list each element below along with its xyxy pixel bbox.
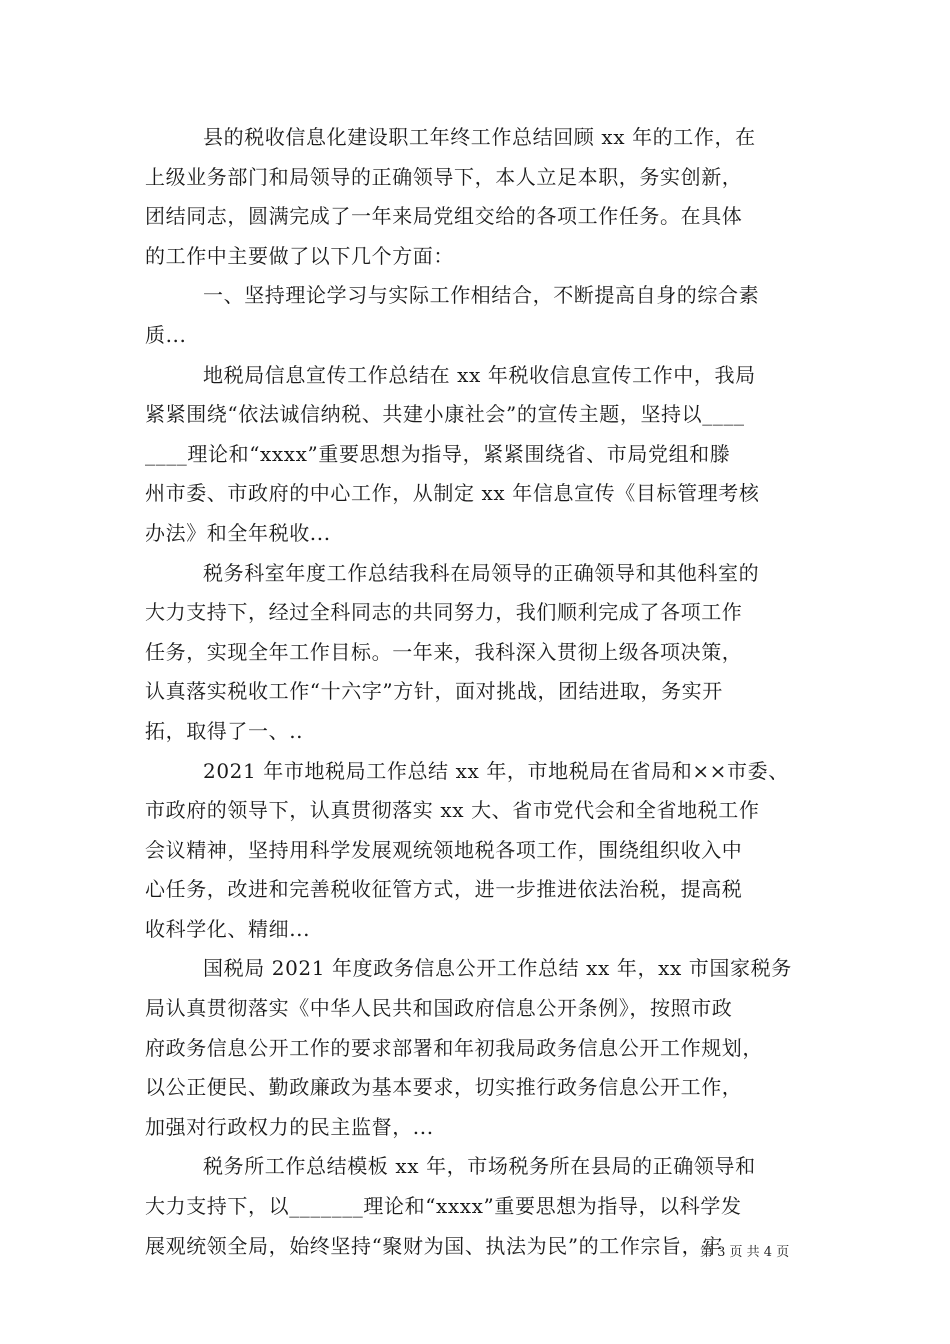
text-line: 大力支持下，经过全科同志的共同努力，我们顺利完成了各项工作 <box>145 600 743 625</box>
text-line: 紧紧围绕“依法诚信纳税、共建小康社会”的宣传主题，坚持以____ <box>145 402 745 427</box>
text-line: 上级业务部门和局领导的正确领导下，本人立足本职，务实创新， <box>145 164 743 189</box>
text-line: 办法》和全年税收... <box>145 520 331 545</box>
text-line: 地税局信息宣传工作总结在 xx 年税收信息宣传工作中，我局 <box>203 362 756 387</box>
text-line: 任务，实现全年工作目标。一年来，我科深入贯彻上级各项决策， <box>145 639 743 664</box>
text-line: 展观统领全局，始终坚持“聚财为国、执法为民”的工作宗旨，牢 <box>145 1233 723 1258</box>
text-line: 心任务，改进和完善税收征管方式，进一步推进依法治税，提高税 <box>145 877 743 902</box>
text-line: 加强对行政权力的民主监督，... <box>145 1114 434 1139</box>
text-line: 局认真贯彻落实《中华人民共和国政府信息公开条例》，按照市政 <box>145 996 733 1021</box>
text-line: 认真落实税收工作“十六字”方针，面对挑战，团结进取，务实开 <box>145 679 723 704</box>
text-line: ____理论和“xxxx”重要思想为指导，紧紧围绕省、市局党组和滕 <box>145 441 731 466</box>
text-line: 团结同志，圆满完成了一年来局党组交给的各项工作任务。在具体 <box>145 204 743 229</box>
text-line: 2021 年市地税局工作总结 xx 年，市地税局在省局和××市委、 <box>203 758 789 783</box>
text-line: 州市委、市政府的中心工作，从制定 xx 年信息宣传《目标管理考核 <box>145 481 760 506</box>
text-line: 税务科室年度工作总结我科在局领导的正确领导和其他科室的 <box>203 560 760 585</box>
text-line: 大力支持下，以_______理论和“xxxx”重要思想为指导，以科学发 <box>145 1194 742 1219</box>
text-line: 市政府的领导下，认真贯彻落实 xx 大、省市党代会和全省地税工作 <box>145 798 760 823</box>
text-line: 府政务信息公开工作的要求部署和年初我局政务信息公开工作规划， <box>145 1035 763 1060</box>
text-line: 一、坚持理论学习与实际工作相结合，不断提高自身的综合素 <box>203 283 760 308</box>
text-line: 拓，取得了一、.. <box>145 718 304 743</box>
page-number-footer: 第 3 页 共 4 页 <box>700 1245 790 1260</box>
text-line: 质... <box>145 322 187 347</box>
document-body <box>145 118 815 1266</box>
text-line: 税务所工作总结模板 xx 年，市场税务所在县局的正确领导和 <box>203 1154 756 1179</box>
text-line: 的工作中主要做了以下几个方面： <box>145 243 454 268</box>
text-line: 收科学化、精细... <box>145 916 311 941</box>
text-line: 县的税收信息化建设职工年终工作总结回顾 xx 年的工作，在 <box>203 125 756 149</box>
text-line: 国税局 2021 年度政务信息公开工作总结 xx 年，xx 市国家税务 <box>203 956 792 981</box>
text-line: 会议精神，坚持用科学发展观统领地税各项工作，围绕组织收入中 <box>145 837 743 862</box>
text-line: 以公正便民、勤政廉政为基本要求，切实推行政务信息公开工作， <box>145 1075 743 1100</box>
